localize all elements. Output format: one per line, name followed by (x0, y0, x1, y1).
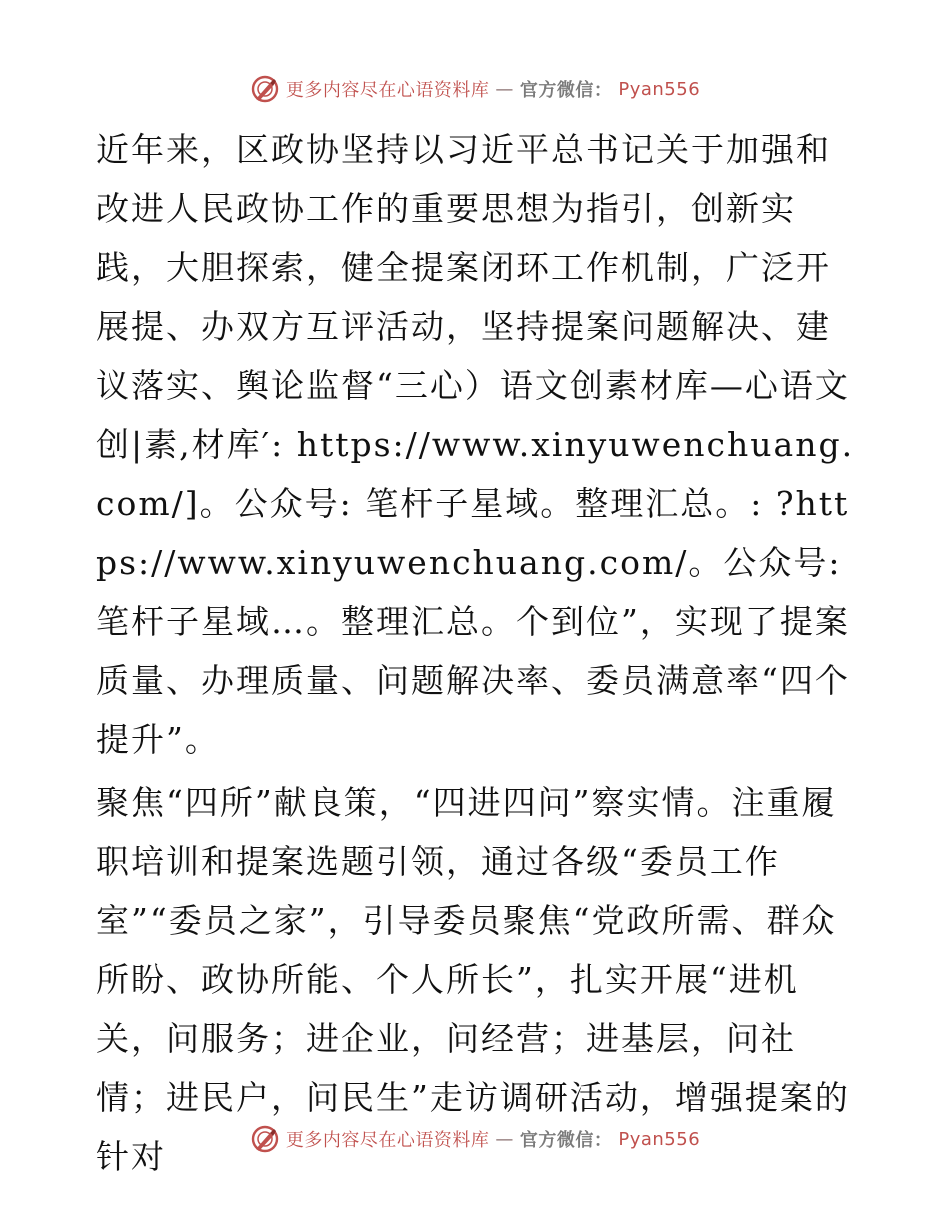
footer-banner (0, 1124, 950, 1154)
footer-banner-separator: — (495, 1128, 514, 1150)
paragraph-1: 近年来，区政协坚持以习近平总书记关于加强和改进人民政协工作的重要思想为指引，创新实践，大胆探索，健全提案闭环工作机制，广泛开展提、办双方互评活动，坚持提案问题解决、建议落实、舆论监督“三心）语文创素材库—心语文创|素,材库′: https://www.xinyuwenchuang.com/]。公众号: 笔杆子星域。整理汇总。: ?https://www.xinyuwenchuang.com/。公众号: 笔杆子星域…。整理汇总。个到位”，实现了提案质量、办理质量、问题解决率、委员满意率“四个提升”。 (96, 130, 855, 759)
header-banner-separator: — (495, 78, 514, 100)
header-banner (0, 74, 950, 104)
pen-circle-logo-icon (250, 74, 280, 104)
paragraph-2: 聚焦“四所”献良策，“四进四问”察实情。注重履职培训和提案选题引领，通过各级“委员工作室”“委员之家”，引导委员聚焦“党政所需、群众所盼、政协所能、个人所长”，扎实开展“进机关，问服务；进企业，问经营；进基层，问社情；进民户，问民生”走访调研活动，增强提案的针对 (96, 783, 850, 1176)
pen-circle-logo-icon (250, 1124, 280, 1154)
header-wechat-label: 官方微信： (519, 80, 613, 101)
document-body (96, 120, 856, 1186)
footer-wechat-label: 官方微信： (519, 1130, 613, 1151)
footer-banner-text: 更多内容尽在心语资料库 (285, 1130, 490, 1151)
header-wechat-id: Pyan556 (618, 78, 701, 100)
footer-wechat-id: Pyan556 (618, 1128, 701, 1150)
header-banner-text: 更多内容尽在心语资料库 (285, 80, 490, 101)
